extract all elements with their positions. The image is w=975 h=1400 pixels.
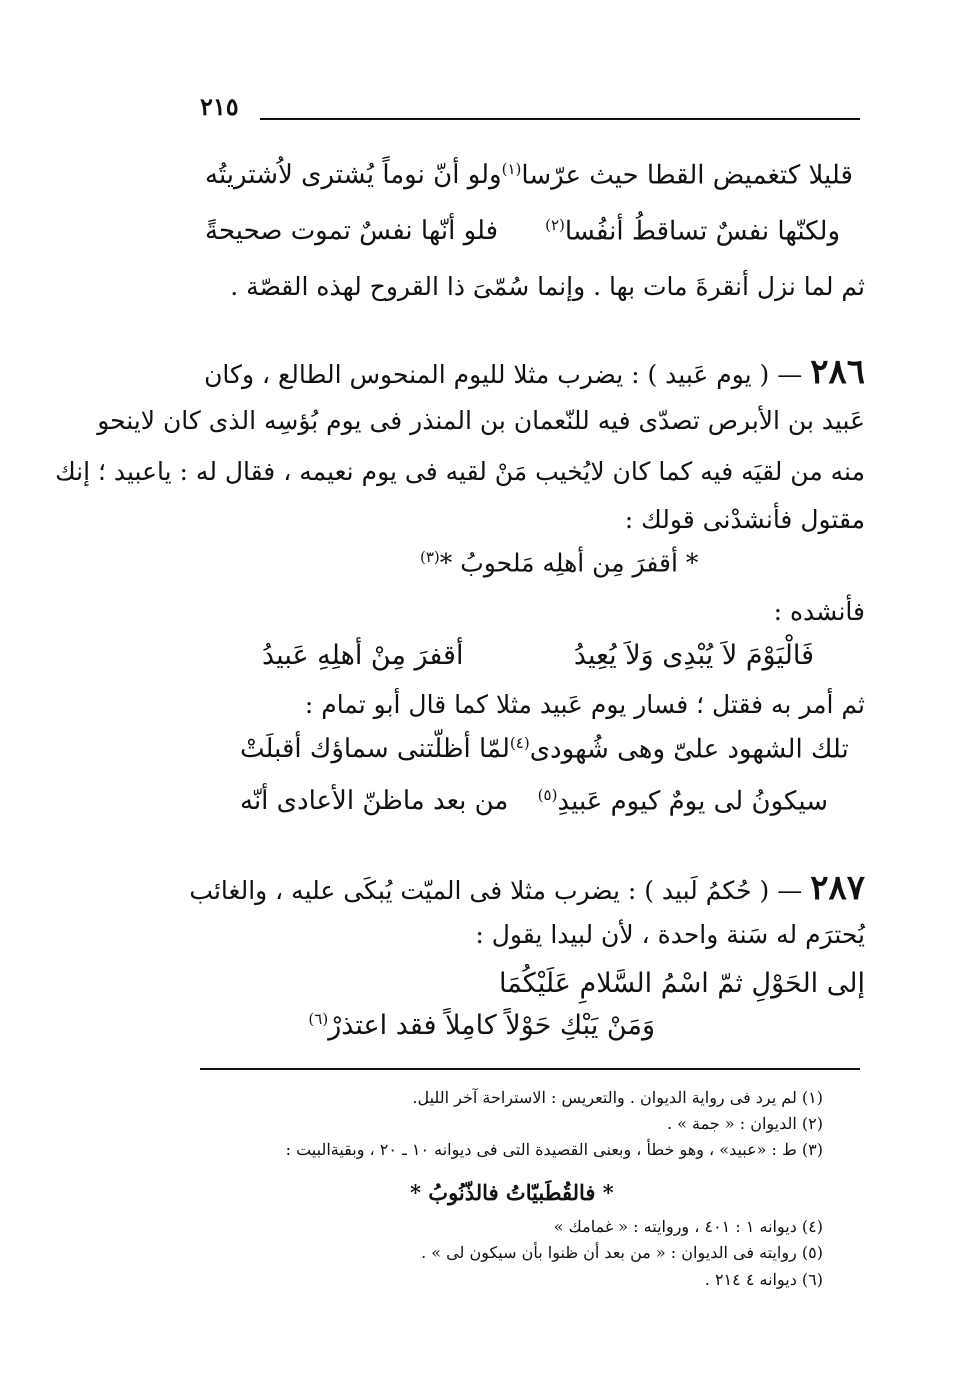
verse-4-second-hemistich: تلك الشهود علىّ وهى شُهودى$^{(٤)}$ — [509, 734, 849, 765]
poem-verse-5 — [240, 786, 828, 818]
page-header — [200, 92, 860, 132]
footnote-ref-4: (٤) — [509, 734, 530, 752]
footnote-ref-5: (٥) — [537, 786, 558, 804]
header-rule — [260, 118, 860, 120]
footnote-ref-6: (٦) — [308, 1010, 329, 1028]
poem-verse-6b: وَمَنْ يَبْكِ حَوْلاً كامِلاً فقد اعتذرْ$^{(٦)}$ — [308, 1010, 655, 1041]
verse-3-second-hemistich: فَالْيَوْمَ لاَ يُبْدِى وَلاَ يُعِيدُ — [573, 640, 814, 671]
verse-2-second-hemistich: ولكنّها نفسٌ تساقطُ أنفُسا$^{(٢)}$ — [545, 216, 840, 247]
footnote-rule — [200, 1068, 860, 1070]
verse-5-first-hemistich: من بعد ماظنّ الأعادى أنّه — [240, 786, 509, 816]
footnote-ref-3: (٣) — [420, 548, 440, 566]
poem-verse-1 — [205, 160, 853, 192]
prose-line: ثم لما نزل أنقرةَ مات بها . وإنما سُمّىَ ذا القروح لهذه القصّة . — [230, 272, 865, 301]
poem-verse-6a: إلى الحَوْلِ ثمّ اسْمُ السَّلامِ عَلَيْكُمَا — [498, 968, 865, 999]
entry-286-line-4: مقتول فأنشدْنى قولك : — [624, 505, 865, 534]
poem-verse-4 — [240, 734, 849, 766]
entry-286-line-3: منه من لقيَه فيه كما كان لايُخيب مَنْ لقيه فى يوم نعيمه ، فقال له : ياعبيد ؛ إنك — [55, 457, 865, 486]
page-number: ٢١٥ — [200, 92, 239, 121]
entry-number: ٢٨٦ — [810, 352, 865, 392]
verse-4-first-hemistich: لمّا أظلّتنى سماؤك أقبلَتْ — [240, 734, 510, 764]
footnote-5: (٥) روايته فى الديوان : « من بعد أن ظنوا بأن سيكون لى » . — [421, 1243, 823, 1262]
footnote-2: (٢) الديوان : « جمة » . — [666, 1114, 823, 1133]
entry-287-line-2: يُحترَم له سَنة واحدة ، لأن لبيدا يقول : — [475, 920, 865, 949]
recited-label: فأنشده : — [773, 597, 865, 626]
poem-verse-2 — [205, 216, 840, 248]
verse-5-second-hemistich: سيكونُ لى يومٌ كيوم عَبيدِ$^{(٥)}$ — [537, 786, 828, 817]
entry-number: ٢٨٧ — [810, 868, 865, 908]
footnote-4: (٤) ديوانه ١ : ٤٠١ ، وروايته : « غمامك » — [553, 1217, 823, 1236]
footnote-3-verse: * فالقُطَبيّاتُ فالذّنُوبُ * — [410, 1180, 614, 1205]
entry-286-line-2: عَبيد بن الأبرص تصدّى فيه للنّعمان بن المنذر فى يوم بُؤسِه الذى كان لاينحو — [97, 406, 865, 435]
footnote-6: (٦) ديوانه ٤ ٢١٤ . — [704, 1270, 823, 1289]
footnote-3: (٣) ط : «عبيد» ، وهو خطأ ، وبعنى القصيدة التى فى ديوانه ١٠ ـ ٢٠ ، وبقيةالبيت : — [285, 1140, 823, 1159]
verse-2-first-hemistich: فلو أنّها نفسٌ تموت صحيحةً — [205, 216, 499, 246]
verse-1-first-hemistich: ولو أنّ نوماً يُشترى لاُشتريتُه — [205, 160, 502, 190]
verse-1-second-hemistich: قليلا كتغميض القطا حيث عرّسا$^{(١)}$ — [501, 160, 853, 191]
proverb-quote: * أقفرَ مِن أهلِه مَلحوبُ *$^{(٣)}$ — [420, 548, 699, 578]
entry-286-line-1: ٢٨٦ — ( يوم عَبيد ) : يضرب مثلا لليوم المنحوس الطالع ، وكان — [204, 352, 865, 392]
footnote-ref-1: (١) — [501, 160, 522, 178]
footnote-ref-2: (٢) — [545, 216, 565, 234]
verse-3-first-hemistich: أقفرَ مِنْ أهلِهِ عَبيدُ — [262, 640, 464, 671]
poem-verse-3 — [262, 640, 814, 672]
footnote-1: (١) لم يرد فى رواية الديوان . والتعريس : الاستراحة آخر الليل. — [412, 1088, 823, 1107]
prose-line-after: ثم أمر به فقتل ؛ فسار يوم عَبيد مثلا كما قال أبو تمام : — [304, 690, 865, 719]
entry-287-line-1: ٢٨٧ — ( حُكمُ لَبيد ) : يضرب مثلا فى الميّت يُبكَى عليه ، والغائب — [189, 868, 865, 908]
